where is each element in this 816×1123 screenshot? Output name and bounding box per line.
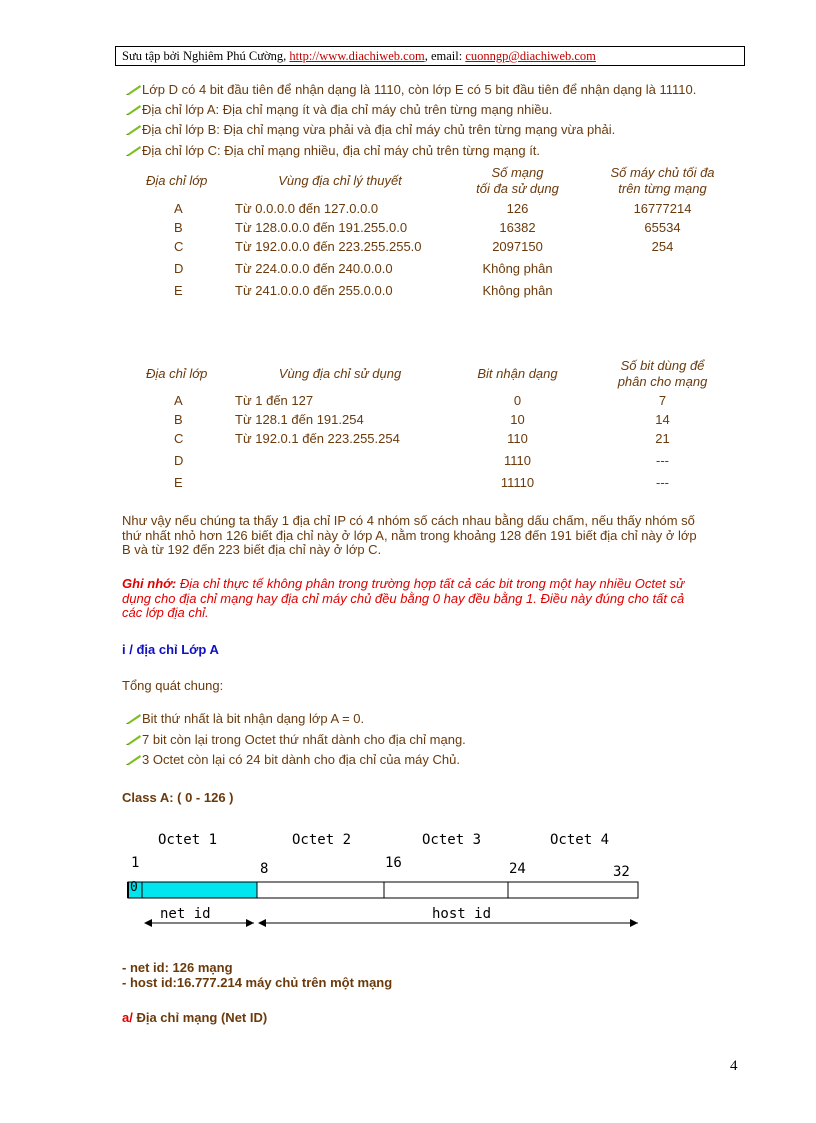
arrow-left-icon — [144, 919, 152, 927]
paragraph-line: thứ nhất nhỏ hơn 126 biết địa chỉ này ở lớp A, nằm trong khoảng 128 đến 191 biết địa chỉ này ở lớp — [122, 527, 697, 543]
bullet-item — [126, 122, 615, 137]
header-website-link[interactable]: http://www.diachiweb.com — [289, 49, 425, 63]
bullet-item — [126, 711, 364, 726]
paragraph-line: Như vậy nếu chúng ta thấy 1 địa chỉ IP có 4 nhóm số cách nhau bằng dấu chấm, nếu thấy nhóm số — [122, 513, 695, 528]
pencil-bullet-icon — [126, 753, 142, 765]
arrow-right-icon — [246, 919, 254, 927]
bullet-text: Địa chỉ lớp A: Địa chỉ mạng ít và địa chỉ máy chủ trên từng mạng nhiều. — [142, 102, 553, 117]
arrow-right-icon — [630, 919, 638, 927]
table-cell: Từ 241.0.0.0 đến 255.0.0.0 — [235, 283, 393, 298]
host-id-summary: - host id:16.777.214 máy chủ trên một mạng — [122, 975, 393, 990]
net-id-summary: - net id: 126 mạng — [122, 960, 233, 975]
net-id-segment — [128, 882, 257, 898]
table-cell: Từ 192.0.0.0 đến 223.255.255.0 — [235, 239, 422, 254]
table-cell: Từ 128.1 đến 191.254 — [235, 412, 364, 427]
table-cell: 1110 — [504, 453, 531, 468]
octet-4-segment — [508, 882, 638, 898]
table-cell: E — [174, 475, 183, 490]
table-cell: 0 — [513, 393, 522, 408]
subsection-title — [122, 1010, 267, 1025]
pencil-bullet-icon — [126, 103, 142, 115]
subsection-prefix: a/ — [122, 1010, 133, 1025]
note-label: Ghi nhớ: — [122, 576, 177, 591]
bit-position: 32 — [613, 864, 630, 880]
bit-position: 1 — [131, 855, 140, 871]
bullet-text: Địa chỉ lớp B: Địa chỉ mạng vừa phải và địa chỉ máy chủ trên từng mạng vừa phải. — [142, 122, 616, 137]
table-cell: 11110 — [500, 475, 535, 490]
bullet-text: Bit thứ nhất là bit nhận dạng lớp A = 0. — [142, 711, 365, 726]
bit-position: 24 — [509, 861, 526, 877]
table-cell: 2097150 — [492, 239, 543, 254]
pencil-bullet-icon — [126, 733, 142, 745]
table-cell: D — [174, 453, 184, 468]
pencil-bullet-icon — [126, 83, 142, 95]
note-line: các lớp địa chỉ. — [122, 605, 209, 620]
table-cell: B — [174, 412, 183, 427]
page-header — [115, 46, 745, 66]
table-header-net-bits-2: phân cho mạng — [617, 374, 708, 389]
bullet-item — [126, 102, 552, 117]
note-box — [122, 577, 742, 621]
table-cell: Từ 192.0.1 đến 223.255.254 — [235, 431, 400, 446]
bullet-item — [126, 82, 696, 97]
bit-position: 16 — [385, 855, 402, 871]
subsection-text: Địa chỉ mạng (Net ID) — [132, 1010, 268, 1025]
section-title: i / địa chỉ Lớp A — [122, 642, 219, 657]
octet-label: Octet 4 — [550, 832, 610, 848]
table-header-range: Vùng địa chỉ lý thuyết — [278, 173, 402, 188]
octet-label: Octet 2 — [292, 832, 352, 848]
bullet-item — [126, 732, 466, 747]
octet-2-segment — [257, 882, 384, 898]
table-cell: Từ 224.0.0.0 đến 240.0.0.0 — [235, 261, 393, 276]
net-id-label: net id — [160, 906, 211, 922]
host-id-label: host id — [432, 906, 492, 922]
header-author: Sưu tập bởi Nghiêm Phú Cường, — [122, 49, 290, 63]
table-cell: Không phân — [482, 261, 553, 276]
general-label: Tổng quát chung: — [122, 678, 224, 693]
table-header-range: Vùng địa chỉ sử dụng — [278, 366, 402, 381]
table-cell: 65534 — [644, 220, 681, 235]
class-a-label: Class A: ( 0 - 126 ) — [122, 790, 234, 805]
table-header-networks: Số mạng — [491, 165, 544, 180]
first-bit-value: 0 — [130, 880, 138, 895]
table-cell: A — [174, 201, 183, 216]
table-cell: 10 — [510, 412, 525, 427]
table-cell: C — [174, 431, 184, 446]
table-cell: Từ 0.0.0.0 đến 127.0.0.0 — [235, 201, 379, 216]
header-email-link[interactable]: cuonngp@diachiweb.com — [465, 49, 596, 63]
header-email-label: , email: — [424, 49, 466, 63]
table-cell: --- — [656, 475, 669, 490]
table-cell: 16382 — [499, 220, 536, 235]
table-cell: 110 — [507, 431, 528, 446]
table-cell: 14 — [655, 412, 670, 427]
table-cell: E — [174, 283, 183, 298]
octet-label: Octet 1 — [158, 832, 218, 848]
table-cell: Từ 1 đến 127 — [235, 393, 314, 408]
table-cell: Từ 128.0.0.0 đến 191.255.0.0 — [235, 220, 408, 235]
bullet-text: Lớp D có 4 bit đầu tiên để nhận dạng là 1110, còn lớp E có 5 bit đầu tiên để nhận dạng là 11110. — [142, 82, 697, 97]
table-cell: 254 — [651, 239, 674, 254]
octet-3-segment — [384, 882, 508, 898]
pencil-bullet-icon — [126, 712, 142, 724]
bit-position: 8 — [260, 861, 269, 877]
paragraph-line: B và từ 192 đến 223 biết địa chỉ này ở lớp C. — [122, 542, 382, 557]
table-header-id-bits: Bit nhận dạng — [477, 366, 558, 381]
table-cell: B — [174, 220, 183, 235]
table-cell: --- — [656, 453, 669, 468]
table-cell: 21 — [655, 431, 670, 446]
table-header-networks-2: tối đa sử dụng — [476, 181, 559, 196]
table-cell: C — [174, 239, 184, 254]
table-header-net-bits: Số bit dùng để — [620, 358, 705, 373]
bullet-text: Địa chỉ lớp C: Địa chỉ mạng nhiều, địa chỉ máy chủ trên từng mạng ít. — [142, 143, 541, 158]
note-line: Địa chỉ thực tế không phân trong trường hợp tất cả các bit trong một hay nhiều Octet sử — [176, 576, 685, 591]
table-header-class: Địa chỉ lớp — [146, 173, 208, 188]
note-line: dụng cho địa chỉ mạng hay địa chỉ máy chủ đều bằng 0 hay đều bằng 1. Điều này đúng cho tất cả — [122, 590, 685, 606]
page-number: 4 — [730, 1058, 738, 1074]
table-cell: 16777214 — [633, 201, 692, 216]
arrow-left-icon — [258, 919, 266, 927]
table-cell: 126 — [506, 201, 529, 216]
paragraph-summary — [122, 514, 742, 558]
table-header-class: Địa chỉ lớp — [146, 366, 208, 381]
octet-label: Octet 3 — [422, 832, 482, 848]
pencil-bullet-icon — [126, 144, 142, 156]
pencil-bullet-icon — [126, 123, 142, 135]
table-cell: D — [174, 261, 184, 276]
bullet-text: 7 bit còn lại trong Octet thứ nhất dành cho địa chỉ mạng. — [142, 732, 466, 747]
table-header-hosts: Số máy chủ tối đa — [610, 165, 715, 180]
table-header-hosts-2: trên từng mạng — [618, 181, 707, 196]
table-cell: A — [174, 393, 183, 408]
bullet-text: 3 Octet còn lại có 24 bit dành cho địa chỉ của máy Chủ. — [142, 752, 460, 767]
bullet-item — [126, 143, 540, 158]
table-cell: Không phân — [482, 283, 553, 298]
table-cell: 7 — [658, 393, 667, 408]
bullet-item — [126, 752, 460, 767]
